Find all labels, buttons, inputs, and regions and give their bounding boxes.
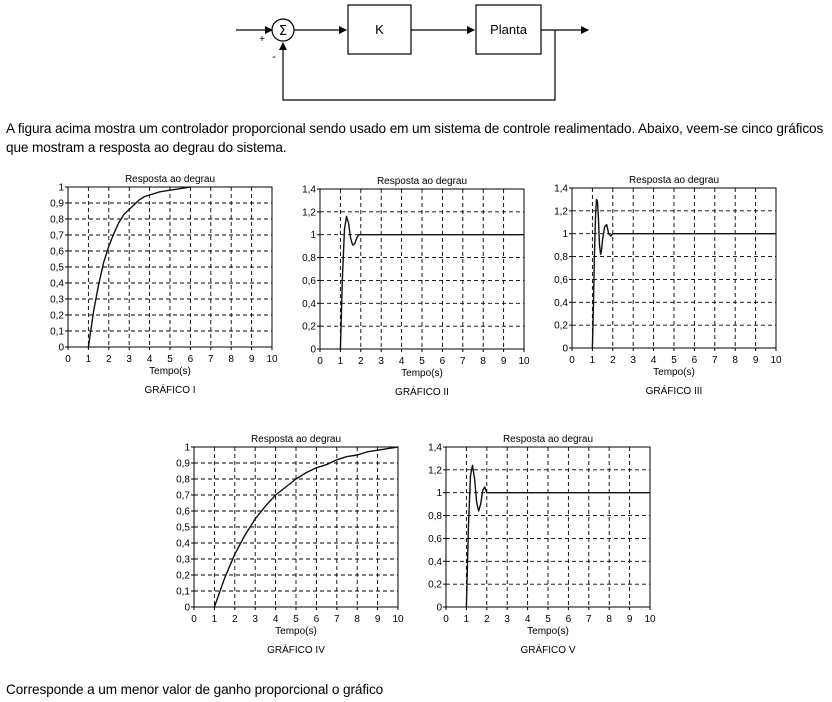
chart-label: GRÁFICO I: [144, 385, 196, 396]
y-tick-label: 0: [562, 343, 568, 355]
x-tick-label: 1: [463, 614, 470, 625]
x-tick-label: 9: [500, 356, 507, 367]
x-tick-label: 9: [374, 614, 381, 625]
x-tick-label: 5: [167, 354, 173, 365]
y-tick-label: 0: [58, 342, 64, 354]
step-response-line: [592, 199, 776, 348]
y-tick-label: 1,2: [554, 206, 568, 218]
y-tick-label: 0,3: [50, 294, 64, 306]
y-tick-label: 0,2: [428, 579, 442, 591]
y-tick-label: 0,2: [50, 310, 64, 322]
x-tick-label: 9: [626, 614, 633, 625]
y-tick-label: 1,2: [302, 207, 316, 219]
y-tick-label: 0,6: [554, 274, 568, 286]
y-tick-label: 0,5: [50, 262, 64, 274]
y-tick-label: 0,4: [50, 278, 64, 290]
chart-svg: [156, 430, 411, 665]
x-tick-label: 9: [752, 355, 759, 366]
controller-label: K: [375, 22, 384, 37]
y-tick-label: 1: [436, 488, 442, 500]
x-tick-label: 10: [518, 356, 530, 367]
y-tick-label: 0,6: [428, 533, 442, 545]
x-tick-label: 10: [392, 614, 404, 625]
y-tick-label: 0,6: [176, 506, 190, 518]
x-axis-label: Tempo(s): [275, 626, 317, 637]
y-tick-label: 0,2: [302, 321, 316, 333]
x-tick-label: 7: [208, 354, 214, 365]
x-tick-label: 10: [770, 355, 782, 366]
x-tick-label: 10: [644, 614, 656, 625]
plus-sign: +: [259, 34, 265, 45]
block-diagram: [0, 0, 832, 110]
x-tick-label: 3: [630, 355, 636, 366]
x-axis-label: Tempo(s): [653, 367, 695, 378]
y-tick-label: 0,3: [176, 554, 190, 566]
x-tick-label: 4: [524, 614, 531, 625]
chart-label: GRÁFICO II: [395, 387, 449, 398]
y-tick-label: 0,4: [428, 556, 442, 568]
feedback-path: [283, 30, 555, 100]
x-axis-label: Tempo(s): [401, 368, 443, 379]
x-axis-label: Tempo(s): [527, 626, 569, 637]
y-tick-label: 0,8: [428, 511, 442, 523]
chart-grafico-1: [30, 170, 285, 405]
x-tick-label: 6: [439, 356, 446, 367]
y-tick-label: 0,8: [50, 214, 64, 226]
x-tick-label: 0: [443, 614, 449, 625]
y-tick-label: 1,4: [554, 183, 568, 195]
y-tick-label: 0,8: [302, 253, 316, 265]
question-text: Corresponde a um menor valor de ganho proporcional o gráfico: [6, 682, 384, 697]
y-tick-label: 0,6: [302, 275, 316, 287]
x-tick-label: 3: [252, 614, 258, 625]
y-tick-label: 0: [436, 602, 442, 614]
chart-label: GRÁFICO IV: [267, 645, 325, 656]
y-tick-label: 1,4: [302, 184, 316, 196]
y-tick-label: 0,1: [50, 326, 64, 338]
x-tick-label: 0: [317, 356, 323, 367]
x-tick-label: 5: [671, 355, 677, 366]
y-tick-label: 1: [310, 230, 316, 242]
x-tick-label: 6: [313, 614, 320, 625]
y-tick-label: 0,9: [50, 198, 64, 210]
step-response-line: [340, 216, 524, 349]
chart-grafico-4: [156, 430, 411, 665]
x-axis-label: Tempo(s): [149, 366, 191, 377]
x-tick-label: 6: [187, 354, 194, 365]
y-tick-label: 1: [58, 182, 64, 194]
x-tick-label: 0: [65, 354, 71, 365]
x-tick-label: 2: [106, 354, 112, 365]
x-tick-label: 3: [504, 614, 510, 625]
chart-svg: [408, 430, 663, 665]
x-tick-label: 6: [565, 614, 572, 625]
x-tick-label: 3: [126, 354, 132, 365]
chart-svg: [534, 171, 789, 406]
y-tick-label: 0,1: [176, 586, 190, 598]
x-tick-label: 8: [228, 354, 234, 365]
x-tick-label: 1: [211, 614, 218, 625]
y-tick-label: 0: [184, 602, 190, 614]
y-tick-label: 0,4: [302, 298, 316, 310]
y-tick-label: 0,5: [176, 522, 190, 534]
x-tick-label: 4: [398, 356, 405, 367]
x-tick-label: 8: [732, 355, 738, 366]
y-tick-label: 1: [562, 229, 568, 241]
y-tick-label: 0,2: [554, 320, 568, 332]
plant-label: Planta: [490, 22, 527, 37]
intro-text: A figura acima mostra um controlador proporcional sendo usado em um sistema de controle realimentado. Abaixo, veem-se cinco gráficos que mostram a resposta ao degrau do sistema.: [6, 121, 824, 155]
step-response-line: [466, 465, 650, 607]
chart-svg: [282, 172, 537, 407]
x-tick-label: 2: [232, 614, 238, 625]
x-tick-label: 8: [354, 614, 360, 625]
x-tick-label: 2: [358, 356, 364, 367]
chart-grafico-5: [408, 430, 663, 665]
x-tick-label: 1: [85, 354, 92, 365]
x-tick-label: 5: [293, 614, 299, 625]
y-tick-label: 0,7: [50, 230, 64, 242]
x-tick-label: 2: [610, 355, 616, 366]
y-tick-label: 0,4: [554, 297, 568, 309]
minus-sign: -: [272, 51, 276, 63]
x-tick-label: 6: [691, 355, 698, 366]
chart-grafico-2: [282, 172, 537, 407]
sum-symbol: Σ: [278, 24, 288, 39]
x-tick-label: 0: [569, 355, 575, 366]
y-tick-label: 0: [310, 344, 316, 356]
x-tick-label: 9: [248, 354, 255, 365]
x-tick-label: 7: [712, 355, 718, 366]
chart-title: Resposta ao degrau: [124, 174, 216, 185]
y-tick-label: 0,9: [176, 458, 190, 470]
y-tick-label: 1: [184, 442, 190, 454]
x-tick-label: 7: [586, 614, 592, 625]
chart-label: GRÁFICO III: [645, 386, 703, 397]
chart-title: Resposta ao degrau: [502, 434, 594, 445]
x-tick-label: 1: [337, 356, 344, 367]
chart-title: Resposta ao degrau: [250, 434, 342, 445]
chart-title: Resposta ao degrau: [376, 176, 468, 187]
y-tick-label: 0,8: [176, 474, 190, 486]
x-tick-label: 10: [266, 354, 278, 365]
x-tick-label: 4: [272, 614, 279, 625]
y-tick-label: 0,4: [176, 538, 190, 550]
chart-title: Resposta ao degrau: [628, 175, 720, 186]
chart-svg: [30, 170, 285, 405]
y-tick-label: 0,7: [176, 490, 190, 502]
chart-label: GRÁFICO V: [520, 645, 576, 656]
x-tick-label: 4: [146, 354, 153, 365]
x-tick-label: 5: [419, 356, 425, 367]
y-tick-label: 0,6: [50, 246, 64, 258]
y-tick-label: 0,8: [554, 252, 568, 264]
x-tick-label: 8: [606, 614, 612, 625]
y-tick-label: 1,4: [428, 442, 442, 454]
x-tick-label: 2: [484, 614, 490, 625]
x-tick-label: 1: [589, 355, 596, 366]
chart-grafico-3: [534, 171, 789, 406]
x-tick-label: 7: [460, 356, 466, 367]
x-tick-label: 7: [334, 614, 340, 625]
x-tick-label: 8: [480, 356, 486, 367]
x-tick-label: 3: [378, 356, 384, 367]
x-tick-label: 5: [545, 614, 551, 625]
y-tick-label: 1,2: [428, 465, 442, 477]
y-tick-label: 0,2: [176, 570, 190, 582]
x-tick-label: 0: [191, 614, 197, 625]
x-tick-label: 4: [650, 355, 657, 366]
